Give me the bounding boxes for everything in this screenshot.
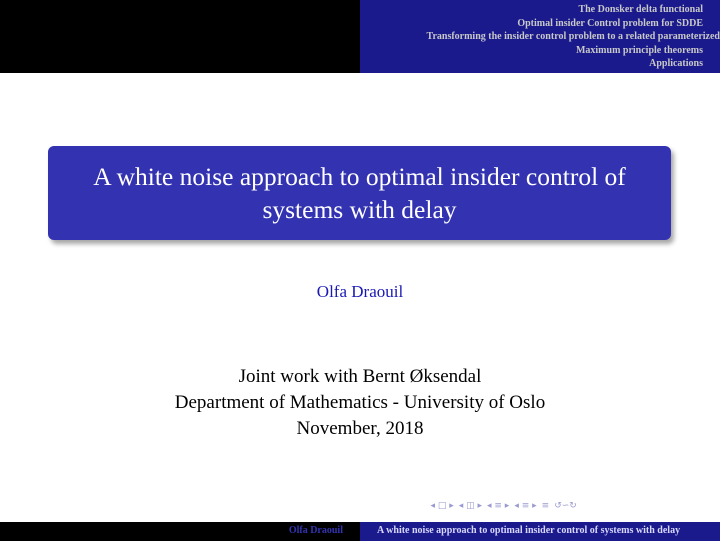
section-navigation: [360, 3, 720, 71]
department-line: Department of Mathematics - University of Oslo: [174, 392, 546, 413]
frame-nav-icon[interactable]: ◂ □ ▸: [430, 501, 454, 511]
presentation-title: A white noise approach to optimal insider control of systems with delay: [93, 162, 626, 224]
nav-section-maximum-principle[interactable]: Maximum principle theorems: [575, 44, 703, 56]
nav-section-donsker[interactable]: The Donsker delta functional: [578, 4, 703, 15]
author-name: Olfa Draouil: [316, 282, 404, 301]
collaborator-line: Joint work with Bernt Øksendal: [238, 366, 482, 387]
nav-section-transforming[interactable]: Transforming the insider control problem to a related parameterized: [426, 31, 720, 42]
nav-section-applications[interactable]: Applications: [649, 58, 703, 69]
nav-section-optimal-control[interactable]: Optimal insider Control problem for SDDE: [517, 17, 703, 29]
headline-bar-left: [0, 0, 360, 73]
footer-author: Olfa Draouil: [288, 525, 343, 536]
footer-bar-right: [360, 522, 720, 541]
footer-bar-left: [0, 522, 360, 541]
date-line: November, 2018: [296, 418, 424, 439]
title-box: [48, 146, 671, 240]
info-block: [0, 364, 720, 442]
subsection-nav-icon[interactable]: ◂ ◫ ▸: [458, 501, 483, 511]
section-nav-icon-2[interactable]: ◂ ≡ ▸: [514, 501, 537, 511]
search-icon[interactable]: ↺∽↻: [554, 501, 577, 511]
beamer-navigation-bar: [428, 498, 579, 514]
menu-icon[interactable]: ≡: [541, 501, 550, 511]
footer-title: A white noise approach to optimal insider control of systems with delay: [377, 525, 681, 536]
section-nav-icon[interactable]: ◂ ≡ ▸: [487, 501, 510, 511]
